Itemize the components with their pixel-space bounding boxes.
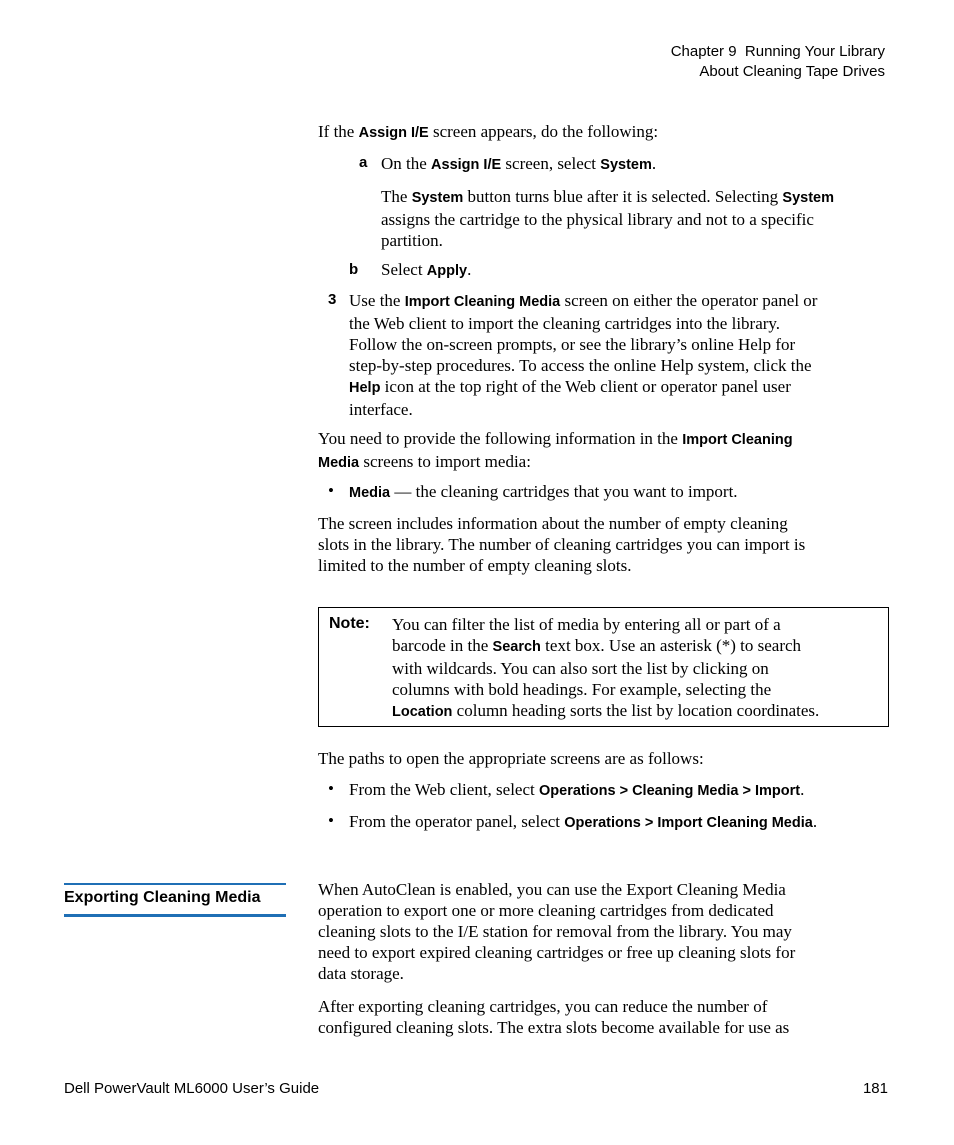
- section-rule-bottom: [64, 914, 286, 917]
- running-header: [671, 42, 885, 82]
- section-rule-top: [64, 883, 286, 885]
- bullet-dot: •: [328, 811, 334, 830]
- media-ref: Media: [349, 485, 391, 501]
- step-3-line5-post: icon at the top right of the Web client or operator panel user: [380, 377, 791, 396]
- detail-pre: The: [381, 187, 412, 206]
- panel-path-pre: From the operator panel, select: [349, 812, 565, 831]
- export-paragraph-1: [318, 879, 888, 984]
- step-3-line4: step-by-step procedures. To access the online Help system, click the: [349, 356, 812, 375]
- page-number: 181: [862, 1080, 888, 1097]
- need-info-post: screens to import media:: [359, 452, 531, 471]
- step-a-post: .: [651, 154, 657, 173]
- screen-info-line2: slots in the library. The number of cleaning cartridges you can import is: [318, 535, 806, 554]
- step-3-line2: the Web client to import the cleaning cartridges into the library.: [349, 314, 781, 333]
- web-path-ref: Operations > Cleaning Media > Import: [539, 783, 801, 799]
- note-line5-post: column heading sorts the list by location coordinates.: [452, 701, 820, 720]
- step-a-text: [381, 153, 656, 176]
- help-ref: Help: [349, 380, 381, 396]
- step-3-line1: [349, 290, 894, 313]
- screen-info-line3: limited to the number of empty cleaning slots.: [318, 556, 632, 575]
- export-p1-line5: data storage.: [318, 964, 404, 983]
- header-chapter: Chapter 9 Running Your Library: [670, 43, 885, 60]
- export-p2-line2: configured cleaning slots. The extra slots become available for use as: [318, 1018, 790, 1037]
- export-p1-line3: cleaning slots to the I/E station for removal from the library. You may: [318, 922, 792, 941]
- system-ref: System: [782, 190, 835, 206]
- step-3-line3: Follow the on-screen prompts, or see the library’s online Help for: [349, 335, 796, 354]
- section-heading: [64, 883, 286, 917]
- need-info-line1: [318, 428, 878, 451]
- bullet-dot: •: [328, 481, 334, 500]
- media-bullet-text: [349, 481, 738, 504]
- assign-ie-ref: Assign I/E: [431, 157, 502, 173]
- paths-intro: The paths to open the appropriate screens are as follows:: [318, 749, 704, 768]
- media-bullet-post: — the cleaning cartridges that you want to import.: [390, 482, 738, 501]
- search-ref: Search: [492, 639, 541, 655]
- header-section: About Cleaning Tape Drives: [699, 63, 885, 80]
- web-path-post: .: [800, 780, 805, 799]
- note-line1: You can filter the list of media by entering all or part of a: [392, 615, 781, 634]
- export-p2-line1: After exporting cleaning cartridges, you can reduce the number of: [318, 997, 768, 1016]
- section-title: Exporting Cleaning Media: [64, 889, 261, 906]
- note-line2-post: text box. Use an asterisk (*) to search: [540, 636, 802, 655]
- panel-path-text: [349, 811, 817, 834]
- bullet-dot: •: [328, 779, 334, 798]
- note-text: [392, 614, 887, 723]
- detail-mid: button turns blue after it is selected. Selecting: [463, 187, 783, 206]
- note-line2: [392, 635, 887, 658]
- step-b-pre: Select: [381, 260, 427, 279]
- note-line5: [392, 700, 887, 723]
- step-a-mid: screen, select: [501, 154, 601, 173]
- need-info-pre: You need to provide the following information in the: [318, 429, 683, 448]
- need-info-line2: [318, 451, 878, 474]
- import-cleaning-ref: Import Cleaning: [682, 432, 793, 448]
- step-3-line5: [349, 376, 894, 399]
- step-3-pre: Use the: [349, 291, 405, 310]
- note-line4: columns with bold headings. For example, selecting the: [392, 680, 772, 699]
- screen-info-line1: The screen includes information about the number of empty cleaning: [318, 514, 788, 533]
- step-a-detail: [381, 186, 891, 251]
- panel-path-post: .: [812, 812, 818, 831]
- note-line2-pre: barcode in the: [392, 636, 493, 655]
- note-box: [318, 607, 889, 727]
- step-b-text: [381, 259, 471, 282]
- assign-ie-ref: Assign I/E: [358, 125, 429, 141]
- web-path-text: [349, 779, 804, 802]
- need-info-paragraph: [318, 428, 878, 474]
- note-label: Note:: [329, 615, 370, 632]
- step-3-line1-post: screen on either the operator panel or: [560, 291, 818, 310]
- apply-ref: Apply: [426, 263, 468, 279]
- step-a-detail-line2: assigns the cartridge to the physical library and not to a specific: [381, 210, 814, 229]
- export-paragraph-2: [318, 996, 888, 1038]
- location-ref: Location: [392, 704, 453, 720]
- panel-path-ref: Operations > Import Cleaning Media: [564, 815, 813, 831]
- system-ref: System: [600, 157, 652, 173]
- intro-paragraph: [318, 121, 658, 144]
- step-a-detail-line1: [381, 186, 891, 209]
- note-line3: with wildcards. You can also sort the list by clicking on: [392, 659, 769, 678]
- step-a-pre: On the: [381, 154, 432, 173]
- intro-text-end: screen appears, do the following:: [428, 122, 659, 141]
- media-ref: Media: [318, 455, 360, 471]
- step-b-marker: b: [349, 261, 359, 278]
- footer-title: Dell PowerVault ML6000 User’s Guide: [64, 1080, 320, 1097]
- screen-info-paragraph: [318, 513, 888, 576]
- step-b-post: .: [467, 260, 472, 279]
- step-3-marker: 3: [328, 291, 337, 308]
- export-p1-line1: When AutoClean is enabled, you can use the Export Cleaning Media: [318, 880, 786, 899]
- web-path-pre: From the Web client, select: [349, 780, 539, 799]
- export-p1-line2: operation to export one or more cleaning cartridges from dedicated: [318, 901, 774, 920]
- import-cleaning-media-ref: Import Cleaning Media: [404, 294, 561, 310]
- step-3-line6: interface.: [349, 400, 413, 419]
- intro-text: If the: [318, 122, 359, 141]
- export-p1-line4: need to export expired cleaning cartridges or free up cleaning slots for: [318, 943, 796, 962]
- step-3-text: [349, 290, 894, 420]
- system-ref: System: [411, 190, 464, 206]
- step-a-marker: a: [359, 154, 368, 171]
- step-a-detail-line3: partition.: [381, 231, 443, 250]
